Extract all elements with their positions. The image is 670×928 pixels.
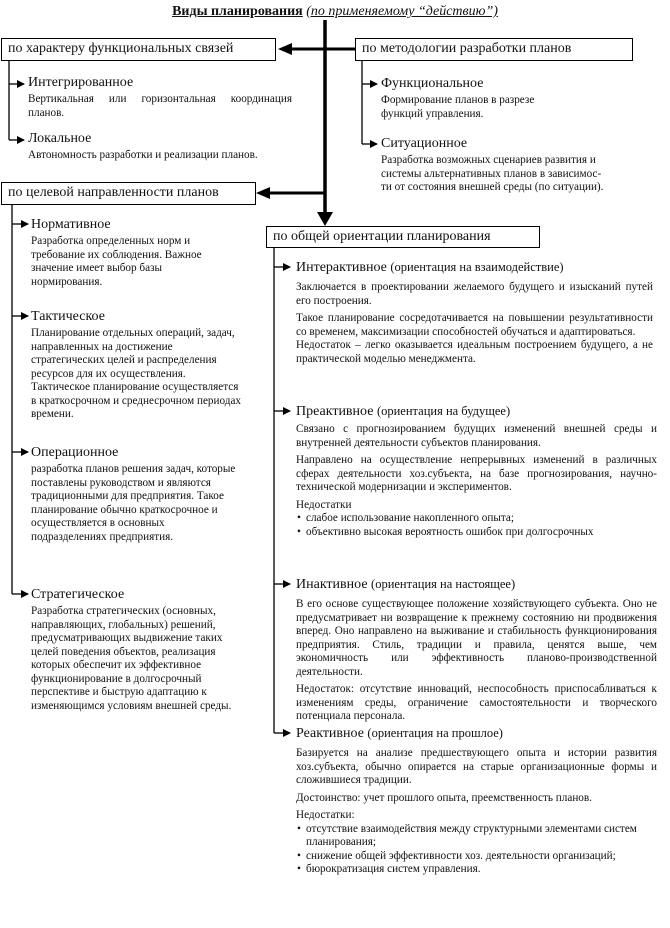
interactive-heading (296, 259, 564, 276)
situational-desc (381, 154, 666, 195)
functional-planning-desc-line1: Формирование планов в разрезе (381, 94, 535, 106)
preactive-title: Преактивное (296, 404, 374, 419)
tactical-desc: Планирование отдельных операций, задач, направленных на достижение стратегических целей и распределения ресурсов для их осуществления. Тактическое планирование осуществляется в краткосрочном и среднесрочном периодах времени. (31, 327, 242, 420)
operational-title: Операционное (31, 445, 119, 460)
reactive-subtitle: (ориентация на прошлое) (367, 726, 503, 740)
reactive-heading (296, 725, 503, 742)
local-desc: Автономность разработки и реализации планов. (28, 149, 258, 161)
diagram-title (0, 4, 670, 20)
arrow-left-head (278, 43, 292, 55)
integrated-title: Интегрированное (28, 75, 134, 90)
situational-desc-line3: ти от состояния внешней среды (по ситуации). (381, 181, 604, 193)
preactive-flaw-2: • объективно высокая вероятность ошибок при долгосрочных (306, 526, 657, 540)
situational-desc-line1: Разработка возможных сценариев развития и (381, 154, 596, 166)
inactive-heading (296, 576, 515, 593)
strategic-title: Стратегическое (31, 587, 125, 602)
title-main: Виды планирования (172, 4, 303, 19)
interactive-p3: Недостаток – легко оказывается идеальным построением будущего, а не практической моделью менеджмента. (296, 339, 653, 365)
strategic-desc: Разработка стратегических (основных, направляющих, глобальных) решений, предусматривающих выдвижение таких целей поведения объектов, реализация которых обеспечит их эффективное функционирование в долгосрочный перспективе и быструю адаптацию к изменяющимся условиям внешней среды. (31, 605, 232, 712)
local-title: Локальное (28, 131, 92, 146)
box-general-orientation: по общей ориентации планирования (266, 226, 540, 248)
preactive-text (296, 423, 657, 570)
arrow-to-orientation (317, 212, 333, 226)
preactive-p1: Связано с прогнозированием будущих изменений внешней среды и внутренней деятельности субъектов планирования. (296, 423, 657, 449)
inactive-text (296, 598, 657, 724)
functional-planning-title: Функциональное (381, 76, 484, 91)
normative-title: Нормативное (31, 217, 111, 232)
preactive-flaws-list (296, 512, 657, 539)
reactive-flaws-label: Недостатки: (296, 809, 355, 821)
operational-desc: разработка планов решения задач, которые поставлены руководством и являются традиционными для предприятия. Такое планирование обычно краткосрочное и осуществляется в основных подразделениях предприятия. (31, 463, 236, 543)
box-functional-links: по характеру функциональных связей (1, 38, 276, 61)
preactive-subtitle: (ориентация на будущее) (376, 404, 511, 418)
title-subtitle: (по применяемому “действию”) (306, 4, 498, 19)
interactive-p1: Заключается в проектировании желаемого будущего и изысканий путей его построения. (296, 281, 653, 307)
reactive-flaws-list (296, 823, 657, 877)
preactive-flaws-label: Недостатки (296, 498, 352, 511)
reactive-flaw-3: • бюрократизация систем управления. (306, 863, 657, 877)
functional-planning-desc (381, 94, 651, 121)
preactive-p2: Направлено на осуществление непрерывных изменений в различных сферах деятельности хоз.субъекта, на базе прогнозирования, научно-технической модернизации и экспериментов. (296, 454, 657, 493)
inactive-p2: Недостаток: отсутствие инноваций, неспособность приспосабливаться к изменениям среды, ограничение самостоятельности и творческого потенциала персонала. (296, 683, 657, 722)
preactive-heading (296, 403, 510, 420)
functional-planning-desc-line2: функций управления. (381, 107, 484, 120)
reactive-title: Реактивное (296, 726, 364, 741)
interactive-text (296, 281, 653, 366)
preactive-flaw-1: • слабое использование накопленного опыта; (306, 512, 657, 526)
inactive-subtitle: (ориентация на настоящее) (371, 577, 516, 591)
tactical-title: Тактическое (31, 309, 105, 324)
normative-desc: Разработка определенных норм и требование их соблюдения. Важное значение имеет выбор базы нормирования. (31, 235, 202, 288)
inactive-title: Инактивное (296, 577, 368, 592)
box-methodology: по методологии разработки планов (355, 38, 633, 61)
reactive-flaw-2: • снижение общей эффективности хоз. деятельности организаций; (306, 850, 657, 864)
interactive-title: Интерактивное (296, 260, 387, 275)
situational-title: Ситуационное (381, 136, 468, 151)
reactive-flaw-1: • отсутствие взаимодействия между структурными элементами систем планирования; (306, 823, 657, 850)
interactive-p2: Такое планирование сосредотачивается на повышении результативности со временем, максимизации способностей обучаться и адаптироваться. (296, 312, 653, 338)
reactive-p1: Базируется на анализе предшествующего опыта и истории развития хоз.субъекта, обычно опирается на старые организационные формы и сложившиеся традиции. (296, 747, 657, 786)
interactive-subtitle: (ориентация на взаимодействие) (390, 260, 564, 274)
integrated-desc: Вертикальная или горизонтальная координация планов. (28, 93, 292, 119)
reactive-p2: Достоинство: учет прошлого опыта, преемственность планов. (296, 791, 592, 804)
box-target-orientation: по целевой направленности планов (1, 182, 256, 205)
reactive-text (296, 747, 657, 877)
situational-desc-line2: системы альтернативных планов в зависимос- (381, 167, 602, 180)
inactive-p1: В его основе существующее положение хозяйствующего субъекта. Оно не предусматривает ни возвращение к прежнему состоянию ни продвижения вперед. Оно направлено на выживание и стабильность функционирования предприятия. Стиль, традиции и правила, ценятся выше, чем экономичность или эффективность планово-производственной деятельности. (296, 598, 657, 678)
